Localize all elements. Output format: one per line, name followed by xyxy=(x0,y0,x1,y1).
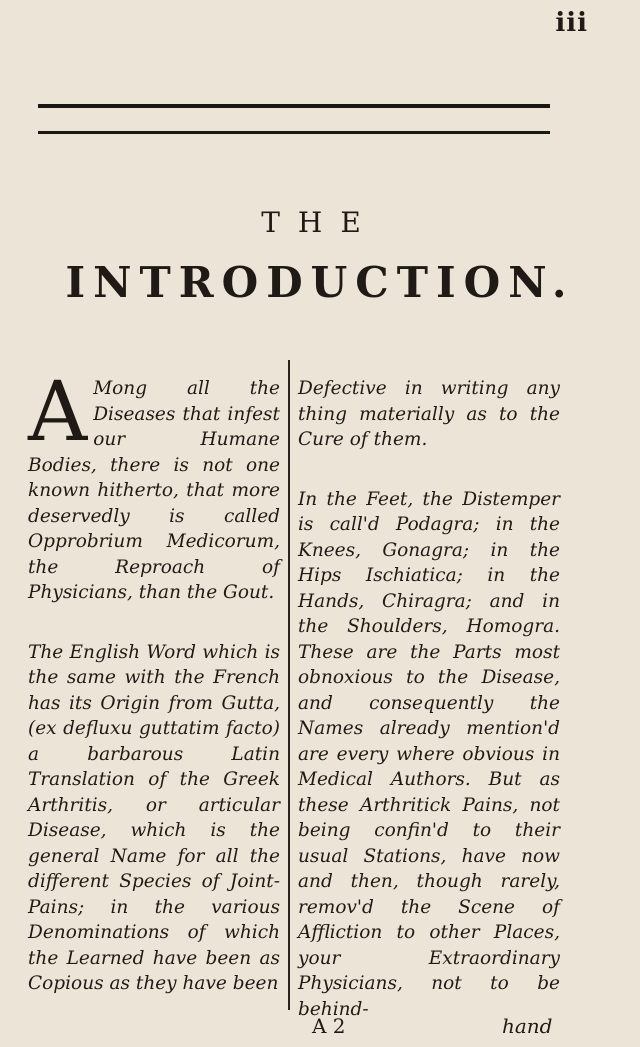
signature-mark: A 2 xyxy=(312,1014,346,1038)
paragraph-1-text: Mong all the Diseases that infest our Humane Bodies, there is not one known hitherto, that more deservedly is called Opprobrium Medicorum, the Reproach of Physicians, than the Gout. xyxy=(28,378,280,603)
catchword: hand xyxy=(502,1014,553,1038)
heading-the: THE xyxy=(261,206,379,239)
drop-cap: A xyxy=(28,365,88,460)
right-column xyxy=(298,376,560,1022)
paragraph-2: The English Word which is the same with the French has its Origin from Gutta, (ex defluxu guttatim facto) a barbarous Latin Translation of the Greek Arthritis, or articular Disease, which is the general Name for all the different Species of Joint-Pains; in the various Denominations of which the Learned have been as Copious as they have been xyxy=(28,641,280,994)
paragraph-1 xyxy=(28,365,280,606)
paragraph-3: Defective in writing any thing materially as to the Cure of them. xyxy=(298,378,560,450)
second-rule xyxy=(38,131,550,134)
top-rule xyxy=(38,104,550,108)
heading-introduction: INTRODUCTION. xyxy=(65,258,575,307)
left-column xyxy=(28,365,280,997)
column-divider xyxy=(288,360,290,1010)
paragraph-4: In the Feet, the Distemper is call'd Podagra; in the Knees, Gonagra; in the Hips Ischiatica; in the Hands, Chiragra; and in the Shoulders, Homogra. These are the Parts most obnoxious to the Disease, and consequently the Names already mention'd are every where obvious in Medical Authors. But as these Arthritick Pains, not being confin'd to their usual Stations, have now and then, though rarely, remov'd the Scene of Affliction to other Places, your Extraordinary Physicians, not to be behind- xyxy=(298,488,560,1020)
page-number: iii xyxy=(555,8,588,38)
